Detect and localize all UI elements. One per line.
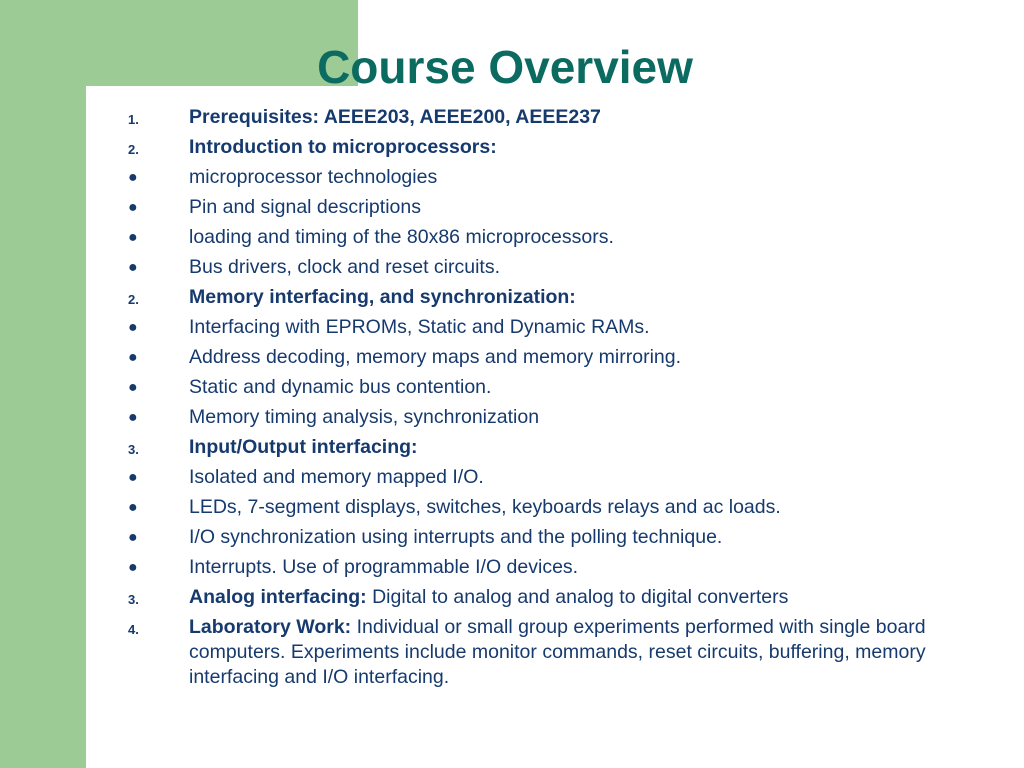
item-text: LEDs, 7-segment displays, switches, keyboards relays and ac loads.: [189, 496, 781, 518]
outline-numbered-item: [128, 105, 988, 130]
slide-title: Course Overview: [317, 41, 693, 93]
bullet-icon: ●: [128, 199, 138, 216]
item-text: Static and dynamic bus contention.: [189, 376, 492, 398]
bullet-icon: ●: [128, 409, 138, 426]
item-heading: Laboratory Work:: [189, 616, 352, 638]
bullet-icon: ●: [128, 229, 138, 246]
bullet-icon: ●: [128, 169, 138, 186]
outline-numbered-item: [128, 135, 988, 160]
item-text: microprocessor technologies: [189, 166, 438, 188]
outline-bullet-item: [128, 195, 988, 220]
bullet-icon: ●: [128, 499, 138, 516]
item-number: 2.: [128, 292, 139, 307]
item-text: loading and timing of the 80x86 microprocessors.: [189, 226, 614, 248]
item-number: 1.: [128, 112, 139, 127]
outline-bullet-item: [128, 525, 988, 550]
item-number: 4.: [128, 622, 139, 637]
bullet-icon: ●: [128, 529, 138, 546]
bullet-icon: ●: [128, 349, 138, 366]
course-outline-list: [128, 105, 988, 695]
bullet-icon: ●: [128, 319, 138, 336]
outline-bullet-item: [128, 345, 988, 370]
item-text: I/O synchronization using interrupts and the polling technique.: [189, 526, 723, 548]
outline-bullet-item: [128, 555, 988, 580]
outline-bullet-item: [128, 405, 988, 430]
item-text: Pin and signal descriptions: [189, 196, 421, 218]
item-text: Individual or small group experiments performed with single board computers. Experiments include monitor commands, reset circuits, buffering, memory interfacing and I/O interfacing.: [189, 616, 926, 688]
outline-numbered-item: [128, 585, 988, 610]
item-heading: Memory interfacing, and synchronization:: [189, 286, 576, 308]
outline-numbered-item: [128, 615, 988, 690]
item-text: Memory timing analysis, synchronization: [189, 406, 540, 428]
outline-bullet-item: [128, 465, 988, 490]
item-text: Bus drivers, clock and reset circuits.: [189, 256, 501, 278]
item-text: Isolated and memory mapped I/O.: [189, 466, 484, 488]
item-heading: Input/Output interfacing:: [189, 436, 418, 458]
item-number: 3.: [128, 442, 139, 457]
outline-bullet-item: [128, 495, 988, 520]
item-text: Interfacing with EPROMs, Static and Dynamic RAMs.: [189, 316, 650, 338]
item-number: 3.: [128, 592, 139, 607]
item-text: Digital to analog and analog to digital converters: [366, 586, 789, 608]
outline-bullet-item: [128, 315, 988, 340]
item-heading: Introduction to microprocessors:: [189, 136, 497, 158]
outline-bullet-item: [128, 225, 988, 250]
bullet-icon: ●: [128, 559, 138, 576]
item-text: Address decoding, memory maps and memory mirroring.: [189, 346, 682, 368]
item-text: Interrupts. Use of programmable I/O devices.: [189, 556, 579, 578]
bullet-icon: ●: [128, 469, 138, 486]
outline-bullet-item: [128, 375, 988, 400]
outline-bullet-item: [128, 165, 988, 190]
item-heading: Analog interfacing:: [189, 586, 367, 608]
decorative-green-bar-left: [0, 0, 86, 768]
item-number: 2.: [128, 142, 139, 157]
outline-numbered-item: [128, 285, 988, 310]
item-heading: Prerequisites: AEEE203, AEEE200, AEEE237: [189, 106, 601, 128]
outline-numbered-item: [128, 435, 988, 460]
bullet-icon: ●: [128, 379, 138, 396]
bullet-icon: ●: [128, 259, 138, 276]
outline-bullet-item: [128, 255, 988, 280]
